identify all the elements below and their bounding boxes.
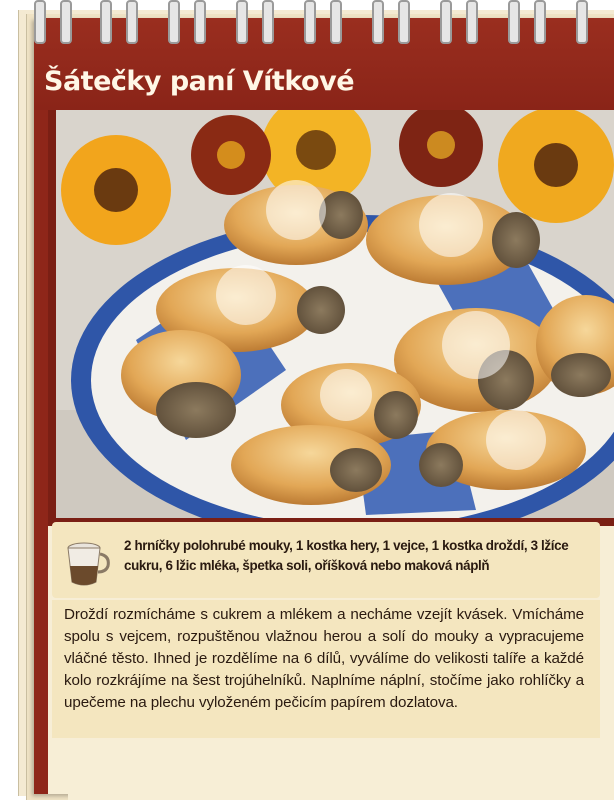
instructions-text: Droždí rozmícháme s cukrem a mlékem a necháme vzejít kvásek. Vmícháme spolu s vejcem, rozpuštěnou vlažnou herou a solí do mouky a vypracujeme vláčné těsto. Ihned je rozdělíme na 6 dílů, vyválíme do velikosti talíře a každé kolo rozkrájíme na šest trojúhelníků. Naplníme náplní, stočíme jako rohlíčky a upečeme na plechu vyloženém pečicím papírem dozlatova. [64,606,584,711]
binding-ring [304,0,316,44]
binding-ring [398,0,410,44]
side-band [34,110,48,794]
cup-icon [64,540,110,588]
binding-ring [60,0,72,44]
binding-rings [0,0,614,44]
binding-ring [330,0,342,44]
instructions-panel [52,600,600,738]
binding-ring [236,0,248,44]
binding-ring [168,0,180,44]
binding-ring [440,0,452,44]
binding-ring [576,0,588,44]
ingredients-panel [52,522,600,598]
recipe-title: Šátečky paní Vítkové [44,66,355,97]
binding-ring [100,0,112,44]
binding-ring [466,0,478,44]
page-bottom [68,770,614,800]
binding-ring [262,0,274,44]
binding-ring [126,0,138,44]
binding-ring [508,0,520,44]
recipe-photo [56,110,614,518]
binding-ring [34,0,46,44]
binding-ring [534,0,546,44]
binding-ring [372,0,384,44]
ingredients-list: 2 hrníčky polohrubé mouky, 1 kostka hery, 1 vejce, 1 kostka droždí, 3 lžíce cukru, 6 lžic mléka, špetka soli, oříšková nebo maková náplň [124,538,569,573]
binding-ring [194,0,206,44]
